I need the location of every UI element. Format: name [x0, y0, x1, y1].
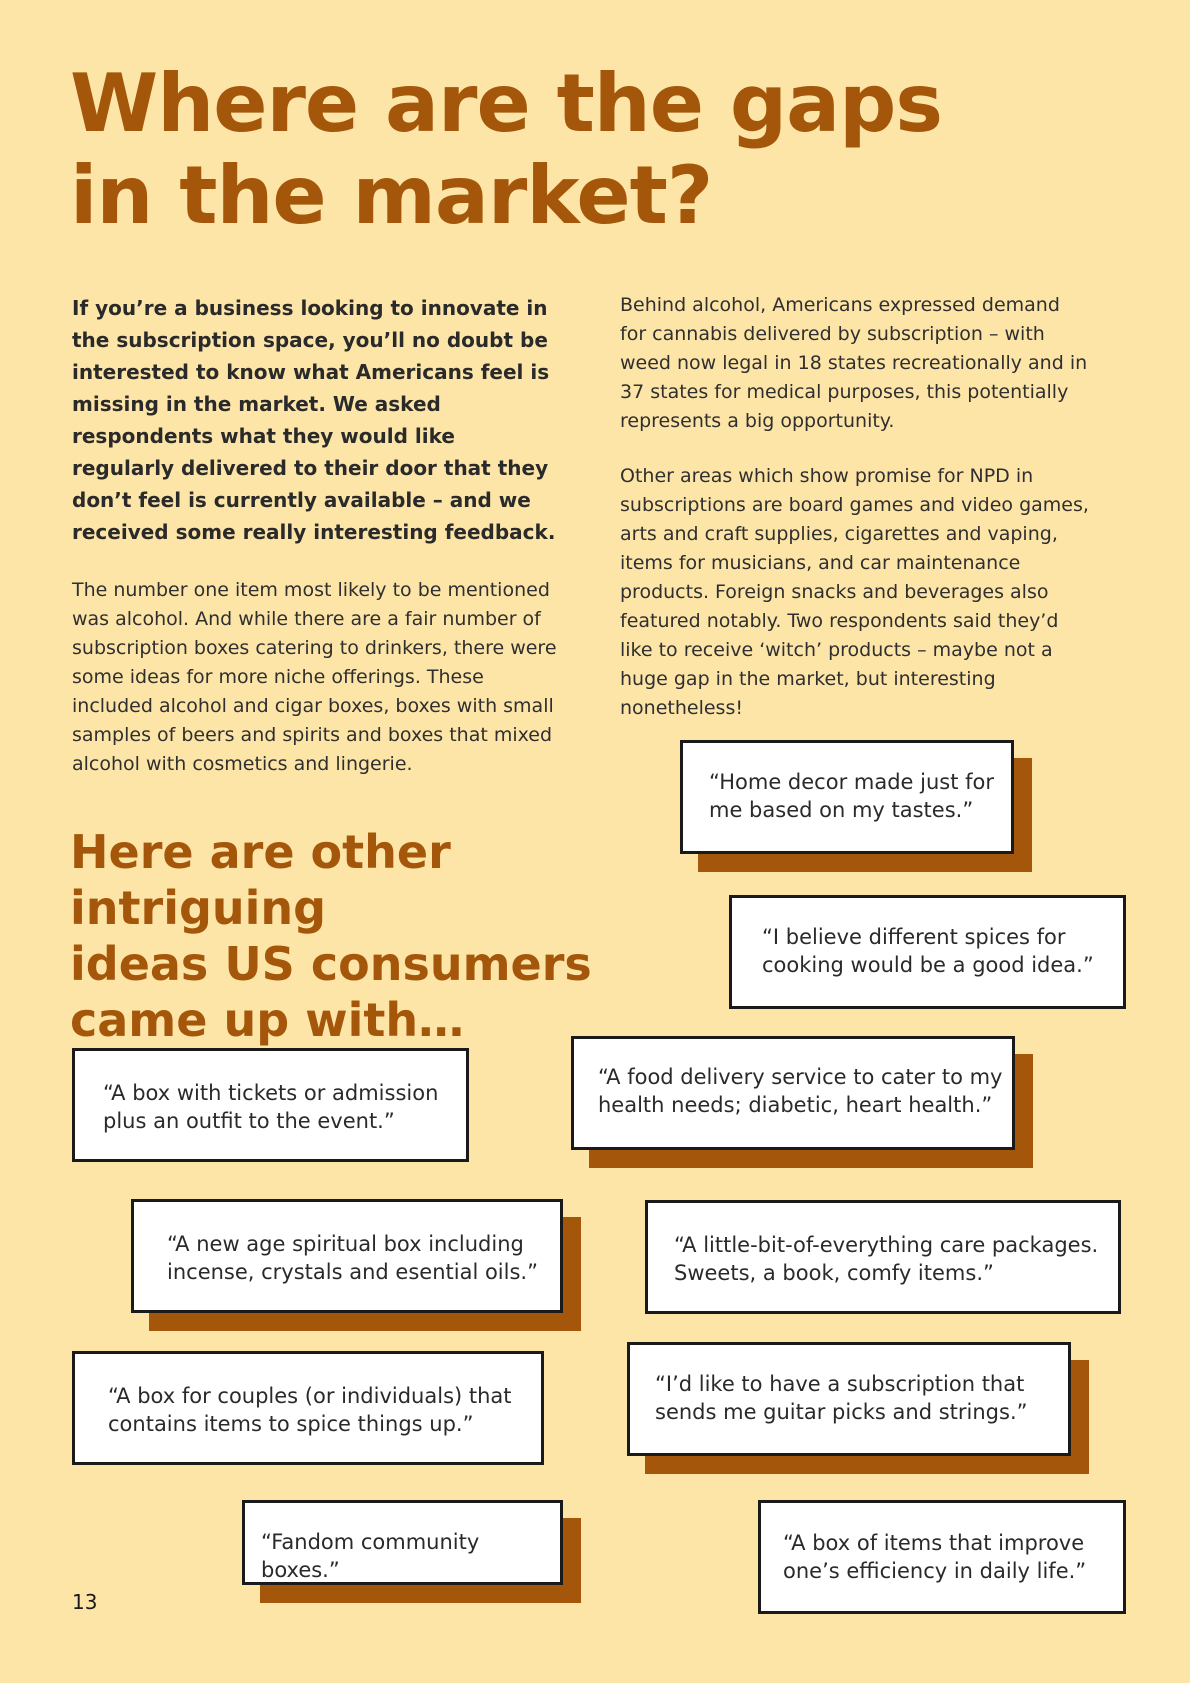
quote-text-line: “A little-bit-of-everything care packages. [674, 1233, 1099, 1257]
quote-card-food-delivery [571, 1036, 1015, 1150]
ideas-subheading-line-1: Here are other intriguing [70, 825, 451, 935]
quote-text-line: me based on my tastes.” [709, 798, 974, 822]
ideas-subheading [70, 824, 670, 1048]
ideas-subheading-line-2: ideas US consumers [70, 937, 592, 991]
cannabis-paragraph: Behind alcohol, Americans expressed demand for cannabis delivered by subscription – with weed now legal in 18 states recreationally and in 37 states for medical purposes, this potentially represents a big opportunity. [620, 294, 1088, 432]
quote-card-fandom [242, 1500, 563, 1585]
quote-text-line: “I believe different spices for [762, 925, 1066, 949]
quote-text-line: “A box for couples (or individuals) that [108, 1384, 512, 1408]
quote-card-care-package [645, 1200, 1121, 1314]
quote-text-line: “A box with tickets or admission [103, 1081, 439, 1105]
other-areas-paragraph: Other areas which show promise for NPD in subscriptions are board games and video games, arts and craft supplies, cigarettes and vaping, items for musicians, and car maintenance products. Foreign snacks and beverages also featured notably. Two respondents said they’d like to receive ‘witch’ products – maybe not a huge gap in the market, but interesting nonetheless! [620, 465, 1089, 719]
quote-text-line: sends me guitar picks and strings.” [655, 1400, 1028, 1424]
quote-card-spiritual [131, 1199, 563, 1313]
alcohol-paragraph: The number one item most likely to be mentioned was alcohol. And while there are a fair number of subscription boxes catering to drinkers, there were some ideas for more niche offerings. These included alcohol and cigar boxes, boxes with small samples of beers and spirits and boxes that mixed alcohol with cosmetics and lingerie. [72, 579, 557, 775]
quote-text-line: “A food delivery service to cater to my [598, 1065, 1003, 1089]
quote-text-line: incense, crystals and esential oils.” [167, 1260, 538, 1284]
quote-card-couples [72, 1351, 544, 1465]
page-title-line-2: in the market? [70, 149, 713, 242]
page-title-line-1: Where are the gaps [70, 57, 942, 150]
quote-text-line: “I’d like to have a subscription that [655, 1372, 1025, 1396]
quote-text-line: “A new age spiritual box including [167, 1232, 524, 1256]
quote-text-line: “Home decor made just for [709, 770, 994, 794]
quote-card-spices [729, 895, 1126, 1009]
quote-text-line: one’s efficiency in daily life.” [783, 1559, 1087, 1583]
quote-text-line: health needs; diabetic, heart health.” [598, 1093, 993, 1117]
quote-card-home-decor [680, 740, 1014, 854]
page-title [70, 58, 942, 242]
ideas-subheading-line-3: came up with… [70, 993, 465, 1047]
quote-text-line: plus an outfit to the event.” [103, 1109, 395, 1133]
quote-card-guitar [627, 1342, 1071, 1456]
quote-text-line: cooking would be a good idea.” [762, 953, 1094, 977]
quote-card-tickets [72, 1048, 469, 1162]
quote-card-efficiency [758, 1500, 1126, 1614]
intro-paragraph: If you’re a business looking to innovate in the subscription space, you’ll no doubt be interested to know what Americans feel is missing in the market. We asked respondents what they would like regularly delivered to their door that they don’t feel is currently available – and we received some really interesting feedback. [72, 296, 556, 544]
quote-text-line: “Fandom community boxes.” [261, 1530, 480, 1582]
quote-text-line: Sweets, a book, comfy items.” [674, 1261, 994, 1285]
quote-text-line: “A box of items that improve [783, 1531, 1085, 1555]
quote-text-line: contains items to spice things up.” [108, 1412, 474, 1436]
page-number: 13 [72, 1590, 98, 1614]
